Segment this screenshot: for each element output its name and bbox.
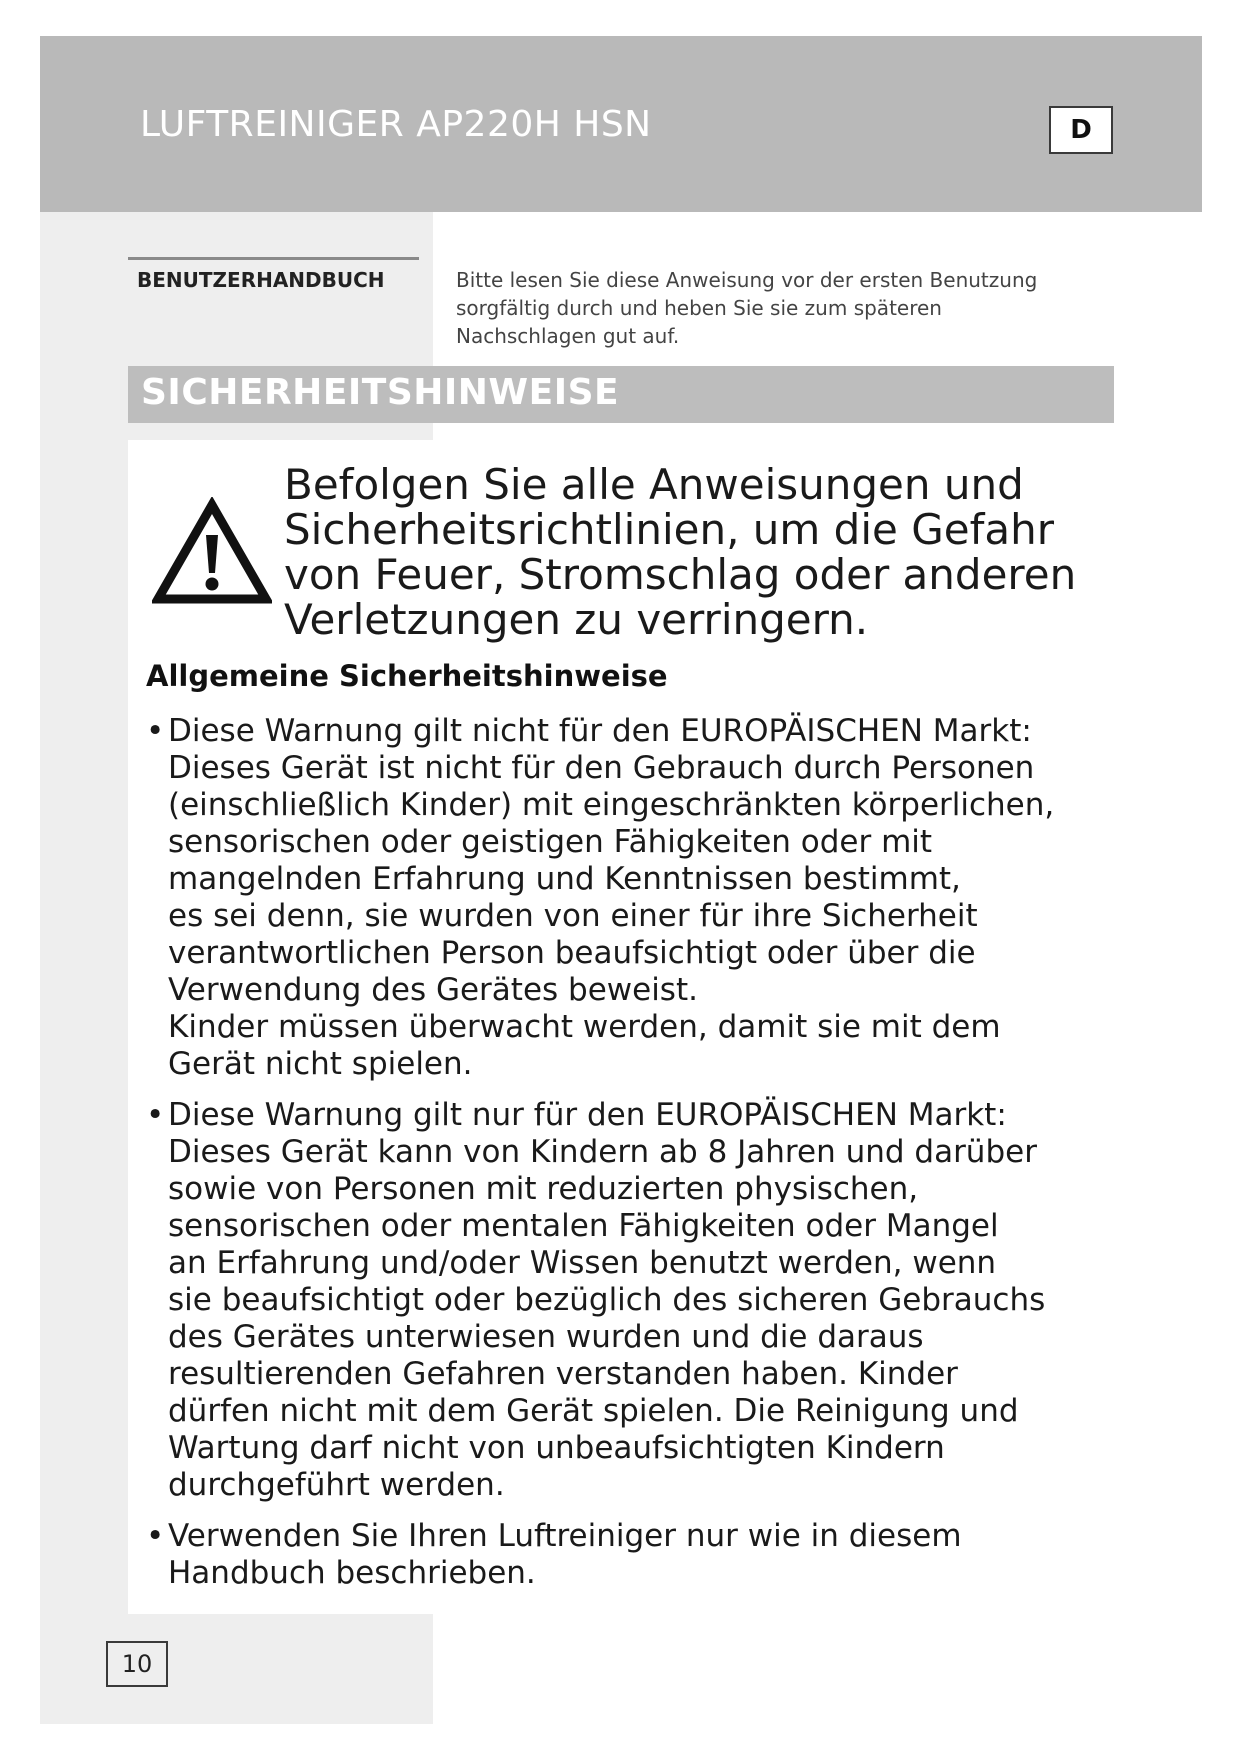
intro-line: Nachschlagen gut auf.	[456, 324, 680, 348]
list-line: sowie von Personen mit reduzierten physischen,	[168, 1171, 919, 1207]
language-badge: D	[1049, 106, 1113, 154]
list-item	[146, 713, 1126, 1083]
intro-line: Bitte lesen Sie diese Anweisung vor der ersten Benutzung	[456, 268, 1038, 292]
document-title: LUFTREINIGER AP220H HSN	[140, 104, 652, 145]
list-line: es sei denn, sie wurden von einer für ihre Sicherheit	[168, 898, 978, 934]
list-line: Wartung darf nicht von unbeaufsichtigten Kindern	[168, 1430, 945, 1466]
list-line: Diese Warnung gilt nur für den EUROPÄISCHEN Markt:	[168, 1097, 1007, 1133]
list-line: sensorischen oder mentalen Fähigkeiten oder Mangel	[168, 1208, 999, 1244]
warning-line: Verletzungen zu verringern.	[284, 595, 869, 644]
list-line: des Gerätes unterwiesen wurden und die daraus	[168, 1319, 924, 1355]
bullet-icon: •	[146, 1518, 165, 1554]
warning-text	[284, 462, 1124, 642]
list-line: Gerät nicht spielen.	[168, 1046, 473, 1082]
list-line: dürfen nicht mit dem Gerät spielen. Die Reinigung und	[168, 1393, 1019, 1429]
bullet-icon: •	[146, 713, 165, 749]
subheading: Allgemeine Sicherheitshinweise	[146, 659, 668, 693]
safety-list	[146, 713, 1126, 1606]
warning-line: Befolgen Sie alle Anweisungen und	[284, 460, 1024, 509]
list-line: Verwendung des Gerätes beweist.	[168, 972, 698, 1008]
list-line: Dieses Gerät kann von Kindern ab 8 Jahren und darüber	[168, 1134, 1037, 1170]
list-line: (einschließlich Kinder) mit eingeschränkten körperlichen,	[168, 787, 1055, 823]
list-line: sensorischen oder geistigen Fähigkeiten oder mit	[168, 824, 933, 860]
list-line: mangelnden Erfahrung und Kenntnissen bestimmt,	[168, 861, 961, 897]
list-line: Verwenden Sie Ihren Luftreiniger nur wie in diesem	[168, 1518, 962, 1554]
intro-line: sorgfältig durch und heben Sie sie zum späteren	[456, 296, 942, 320]
list-line: an Erfahrung und/oder Wissen benutzt werden, wenn	[168, 1245, 997, 1281]
list-line: Dieses Gerät ist nicht für den Gebrauch durch Personen	[168, 750, 1035, 786]
list-line: sie beaufsichtigt oder bezüglich des sicheren Gebrauchs	[168, 1282, 1046, 1318]
list-line: resultierenden Gefahren verstanden haben. Kinder	[168, 1356, 958, 1392]
divider	[128, 257, 419, 260]
manual-label: BENUTZERHANDBUCH	[137, 268, 385, 292]
list-line: Diese Warnung gilt nicht für den EUROPÄISCHEN Markt:	[168, 713, 1032, 749]
list-line: Handbuch beschrieben.	[168, 1555, 536, 1591]
list-line: verantwortlichen Person beaufsichtigt oder über die	[168, 935, 976, 971]
list-item	[146, 1518, 1126, 1592]
list-line: Kinder müssen überwacht werden, damit sie mit dem	[168, 1009, 1001, 1045]
bullet-icon: •	[146, 1097, 165, 1133]
page-number: 10	[106, 1641, 168, 1687]
list-item	[146, 1097, 1126, 1504]
warning-line: Sicherheitsrichtlinien, um die Gefahr	[284, 505, 1054, 554]
list-line: durchgeführt werden.	[168, 1467, 505, 1503]
section-title: SICHERHEITSHINWEISE	[141, 372, 620, 413]
intro-text	[456, 266, 1116, 350]
warning-line: von Feuer, Stromschlag oder anderen	[284, 550, 1077, 599]
warning-triangle-icon	[152, 497, 272, 607]
